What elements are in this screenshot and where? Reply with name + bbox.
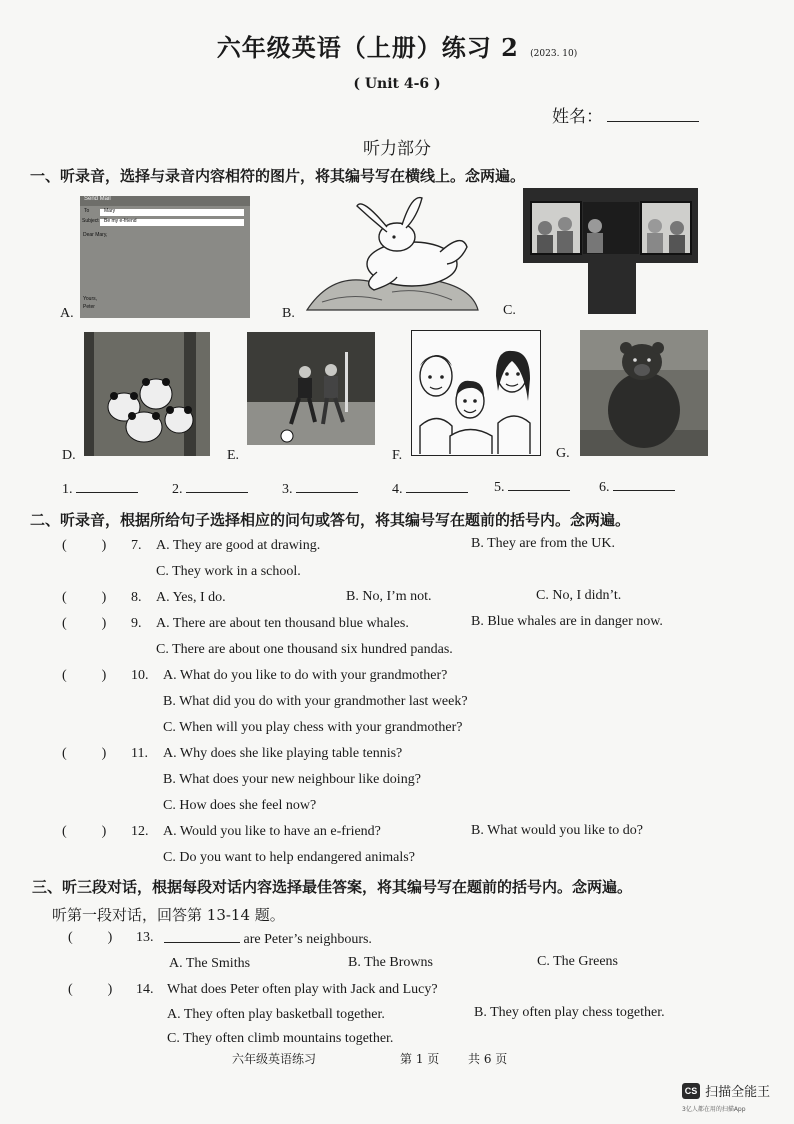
answer-blank-4[interactable]: 4. <box>392 480 468 498</box>
email-sign: Peter <box>83 304 95 310</box>
question-number: 10. <box>131 668 149 683</box>
option-c: C. They work in a school. <box>156 564 301 579</box>
option-a: A. What do you like to do with your grandmother? <box>163 668 448 683</box>
answer-paren[interactable]: ( ) <box>68 930 113 945</box>
family-drawing-image <box>411 330 541 456</box>
answer-paren[interactable]: ( ) <box>62 590 107 605</box>
unit-range: ( Unit 4-6 ) <box>353 76 441 92</box>
scanner-app-name: 扫描全能王 <box>705 1085 771 1100</box>
email-greeting: Dear Mary, <box>83 232 108 238</box>
option-a: A. There are about ten thousand blue whales. <box>156 616 409 631</box>
answer-blank-5[interactable]: 5. <box>494 478 570 496</box>
picture-letter-d: D. <box>62 448 76 463</box>
option-c: C. The Greens <box>537 954 618 969</box>
answer-paren[interactable]: ( ) <box>62 616 107 631</box>
picture-letter-a: A. <box>60 306 74 321</box>
stem-blank[interactable] <box>164 930 240 943</box>
neighbours-windows-image <box>523 188 698 314</box>
option-c: C. How does she feel now? <box>163 798 317 813</box>
option-a: A. Yes, I do. <box>156 590 226 605</box>
option-a: A. They are good at drawing. <box>156 538 321 553</box>
question-number: 8. <box>131 590 142 605</box>
option-a: A. They often play basketball together. <box>167 1007 385 1022</box>
question-stem: What does Peter often play with Jack and Lucy? <box>167 982 438 997</box>
scanner-logo-icon: CS <box>682 1083 700 1099</box>
answer-blank-3[interactable]: 3. <box>282 480 358 498</box>
question-number: 13. <box>136 930 154 945</box>
option-c: C. When will you play chess with your grandmother? <box>163 720 463 735</box>
footer-title: 六年级英语练习 <box>232 1052 317 1066</box>
part2-instruction: 二、听录音，根据所给句子选择相应的问句或答句，将其编号写在题前的括号内。念两遍。 <box>30 511 631 529</box>
section-title: 听力部分 <box>363 139 431 159</box>
page-number: 第 1 页 <box>400 1052 440 1066</box>
answer-paren[interactable]: ( ) <box>62 824 107 839</box>
option-b: B. What does your new neighbour like doing? <box>163 772 421 787</box>
question-stem: are Peter’s neighbours. <box>164 930 372 948</box>
email-subject: Be my e-friend <box>104 218 137 224</box>
option-b: B. They are from the UK. <box>471 536 615 551</box>
part3-instruction: 三、听三段对话，根据每段对话内容选择最佳答案，将其编号写在题前的括号内。念两遍。 <box>32 878 633 896</box>
pandas-image <box>84 332 210 456</box>
answer-blank-2[interactable]: 2. <box>172 480 248 498</box>
answer-paren[interactable]: ( ) <box>62 538 107 553</box>
sleeping-rabbit-image <box>302 192 482 318</box>
picture-letter-g: G. <box>556 446 570 461</box>
option-a: A. Would you like to have an e-friend? <box>163 824 381 839</box>
page-total: 共 6 页 <box>468 1052 508 1066</box>
question-number: 11. <box>131 746 148 761</box>
scanner-watermark <box>682 1080 770 1113</box>
option-b: B. The Browns <box>348 955 433 970</box>
option-b: B. What would you like to do? <box>471 823 643 838</box>
question-number: 12. <box>131 824 149 839</box>
option-b: B. They often play chess together. <box>474 1005 665 1020</box>
email-closing: Yours, <box>83 296 97 302</box>
question-number: 9. <box>131 616 142 631</box>
bear-image <box>580 330 708 456</box>
email-header: Send Mail <box>84 196 111 202</box>
option-b: B. No, I’m not. <box>346 589 432 604</box>
option-c: C. There are about one thousand six hundred pandas. <box>156 642 453 657</box>
answer-paren[interactable]: ( ) <box>62 746 107 761</box>
picture-letter-f: F. <box>392 448 403 463</box>
boys-playing-football-image <box>247 332 375 445</box>
picture-letter-e: E. <box>227 448 240 463</box>
option-c: C. They often climb mountains together. <box>167 1031 394 1046</box>
answer-blank-1[interactable]: 1. <box>62 480 138 498</box>
answer-paren[interactable]: ( ) <box>68 982 113 997</box>
part1-instruction: 一、听录音，选择与录音内容相符的图片，将其编号写在横线上。念两遍。 <box>30 167 526 185</box>
picture-letter-b: B. <box>282 306 295 321</box>
picture-letter-c: C. <box>503 303 516 318</box>
page-title: 六年级英语（上册）练习 2 (2023. 10) <box>216 33 578 62</box>
part3-sub-instruction: 听第一段对话，回答第 13-14 题。 <box>52 906 285 924</box>
option-a: A. Why does she like playing table tennis? <box>163 746 403 761</box>
scanner-app-slogan: 3亿人都在用的扫描App <box>682 1106 746 1113</box>
option-c: C. No, I didn’t. <box>536 588 622 603</box>
email-to: Mary <box>104 208 116 214</box>
option-b: B. Blue whales are in danger now. <box>471 614 663 629</box>
email-screenshot-image: Send Mail To Mary Subject Be my e-friend Dear Mary, Yours, Peter <box>80 196 250 318</box>
question-number: 14. <box>136 982 154 997</box>
option-c: C. Do you want to help endangered animals? <box>163 850 415 865</box>
answer-blank-6[interactable]: 6. <box>599 478 675 496</box>
option-b: B. What did you do with your grandmother last week? <box>163 694 468 709</box>
exam-date: (2023. 10) <box>530 49 578 59</box>
name-field[interactable] <box>552 102 699 127</box>
question-number: 7. <box>131 538 142 553</box>
option-a: A. The Smiths <box>169 956 251 971</box>
name-blank[interactable] <box>607 107 699 122</box>
name-label: 姓名： <box>552 107 603 127</box>
answer-paren[interactable]: ( ) <box>62 668 107 683</box>
